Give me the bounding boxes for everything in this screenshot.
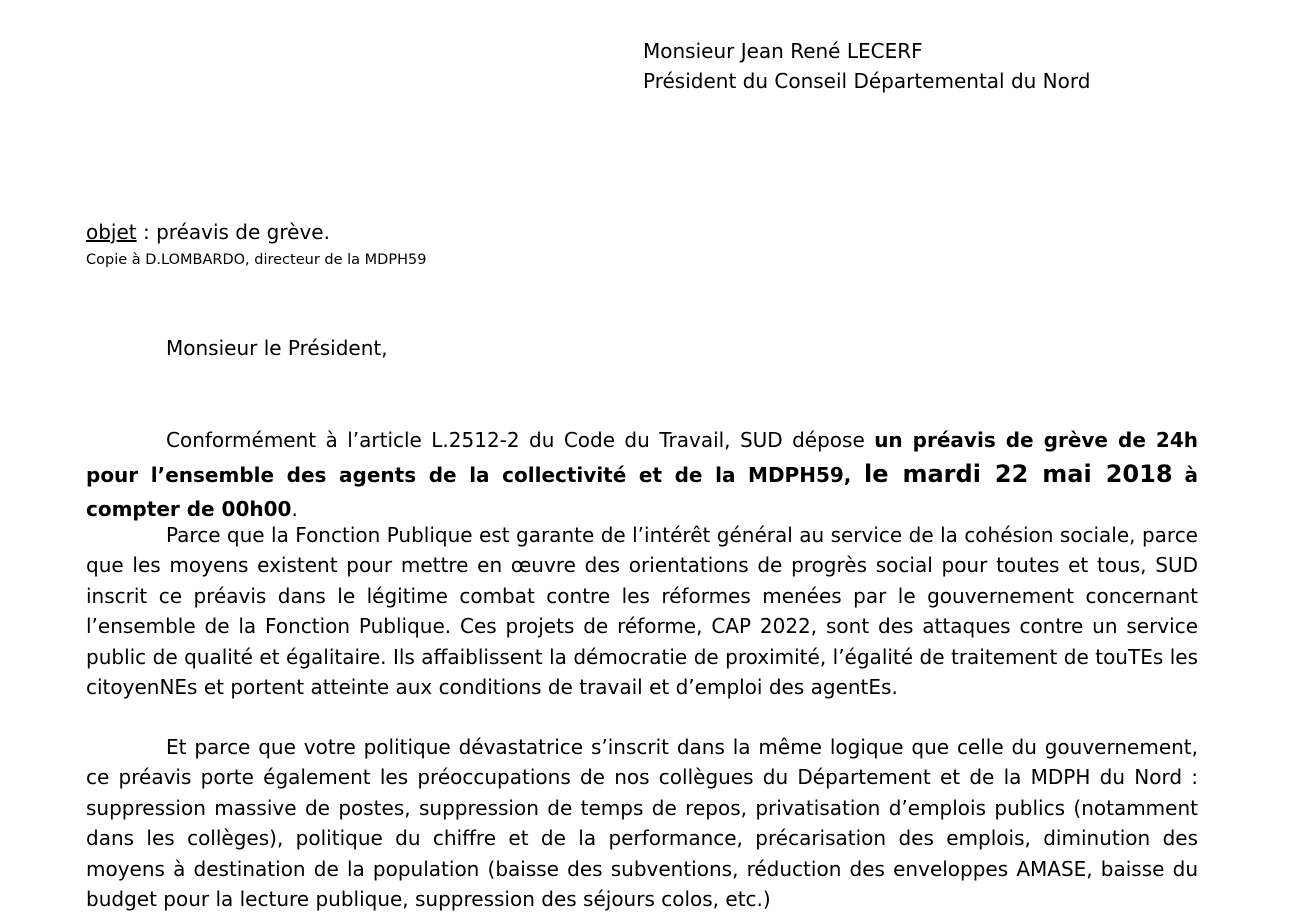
subject-text: préavis de grève. [156, 220, 330, 244]
notice-bold-text: un préavis de grève de 24h pour l’ensemble des agents de la collectivité et de la MDPH59 [86, 428, 1198, 487]
copy-line: Copie à D.LOMBARDO, directeur de la MDPH59 [86, 252, 427, 268]
subject-separator: : [136, 220, 157, 244]
notice-intro: Conformément à l’article L.2512-2 du Code du Travail, SUD dépose [166, 428, 875, 452]
department-policy-paragraph: Et parce que votre politique dévastatrice s’inscrit dans la même logique que celle du gouvernement, ce préavis porte également les préoccupations de nos collègues du Département et de la MDPH du Nord : suppression massive de postes, suppression de temps de repos, privatisation d’emplois publics (notamment dans les collèges), politique du chiffre et de la performance, précarisation des emplois, diminution des moyens à destination de la population (baisse des subventions, réduction des enveloppes AMASE, baisse du budget pour la lecture publique, suppression des séjours colos, etc.) [86, 735, 1198, 912]
notice-space [1173, 463, 1185, 487]
subject-line [86, 217, 330, 247]
salutation: Monsieur le Président, [166, 336, 388, 360]
notice-date: le mardi 22 mai 2018 [863, 460, 1173, 488]
strike-notice-paragraph [86, 423, 1198, 526]
notice-time: à compter de 00h00 [86, 463, 1199, 521]
recipient-name: Monsieur Jean René LECERF [643, 39, 923, 63]
recipient-block [643, 36, 1090, 96]
notice-end: . [291, 497, 298, 521]
recipient-title: Président du Conseil Départemental du Nord [643, 69, 1091, 93]
notice-comma: , [843, 463, 864, 487]
public-service-paragraph: Parce que la Fonction Publique est garante de l’intérêt général au service de la cohésion sociale, parce que les moyens existent pour mettre en œuvre des orientations de progrès social pour toutes et tous, SUD inscrit ce préavis dans le légitime combat contre les réformes menées par le gouvernement concernant l’ensemble de la Fonction Publique. Ces projets de réforme, CAP 2022, sont des attaques contre un service public de qualité et égalitaire. Ils affaiblissent la démocratie de proximité, l’égalité de traitement de touTEs les citoyenNEs et portent atteinte aux conditions de travail et d’emploi des agentEs. [86, 523, 1198, 700]
subject-label: objet [86, 220, 137, 244]
